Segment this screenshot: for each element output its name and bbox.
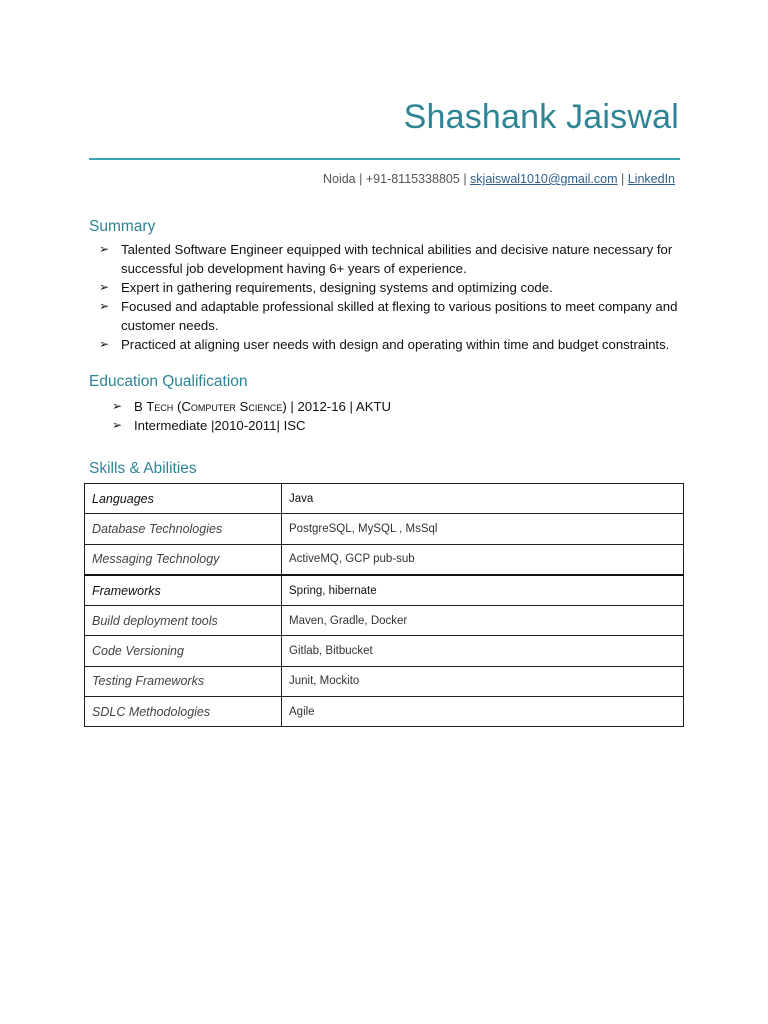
phone-number: +91-8115338805	[365, 172, 460, 186]
list-item	[99, 297, 721, 335]
skill-category: Build deployment tools	[85, 606, 282, 636]
skill-values: Maven, Gradle, Docker	[282, 606, 684, 636]
table-row	[85, 697, 684, 727]
arrowhead-bullet-icon: ➢	[99, 337, 110, 351]
location: Noida	[322, 172, 356, 186]
skill-category: Database Technologies	[85, 514, 282, 544]
skill-values: Junit, Mockito	[282, 666, 684, 696]
skill-category: Testing Frameworks	[85, 666, 282, 696]
skill-category: SDLC Methodologies	[85, 697, 282, 727]
table-row	[85, 575, 684, 606]
skill-values: ActiveMQ, GCP pub-sub	[282, 544, 684, 575]
email-link[interactable]: skjaiswal1010@gmail.com	[470, 172, 618, 186]
skill-values: Java	[282, 484, 684, 514]
header-divider	[89, 158, 680, 160]
contact-line	[323, 172, 675, 186]
candidate-name: Shashank Jaiswal	[403, 98, 679, 136]
list-item	[99, 335, 721, 354]
summary-item-text: Practiced at aligning user needs with design and operating within time and budget constraints.	[121, 337, 670, 352]
skill-category: Messaging Technology	[85, 544, 282, 575]
table-row	[85, 666, 684, 696]
skill-values: Spring, hibernate	[282, 575, 684, 606]
summary-item-text: Focused and adaptable professional skilled at flexing to various positions to meet company and customer needs.	[121, 299, 678, 333]
education-details: |2010-2011| ISC	[207, 418, 306, 433]
education-list	[112, 397, 634, 435]
summary-item-text: Expert in gathering requirements, designing systems and optimizing code.	[121, 280, 553, 295]
skill-category: Code Versioning	[85, 636, 282, 666]
education-details: | 2012-16 | AKTU	[286, 399, 392, 414]
skill-values: Gitlab, Bitbucket	[282, 636, 684, 666]
arrowhead-bullet-icon: ➢	[99, 299, 110, 313]
list-item	[99, 278, 721, 297]
skill-values: PostgreSQL, MySQL , MsSql	[282, 514, 684, 544]
list-item	[112, 416, 634, 435]
separator: |	[621, 172, 625, 186]
list-item	[99, 240, 721, 278]
skill-category: Frameworks	[85, 575, 282, 606]
skill-category: Languages	[85, 484, 282, 514]
arrowhead-bullet-icon: ➢	[99, 280, 110, 294]
summary-item-text: Talented Software Engineer equipped with technical abilities and decisive nature necessary for successful job development having 6+ years of experience.	[121, 242, 673, 276]
separator: |	[359, 172, 363, 186]
summary-list	[99, 240, 721, 354]
table-row	[85, 636, 684, 666]
skill-values: Agile	[282, 697, 684, 727]
education-heading: Education Qualification	[89, 373, 248, 390]
table-row	[85, 514, 684, 544]
separator: |	[463, 172, 467, 186]
arrowhead-bullet-icon: ➢	[99, 242, 110, 256]
list-item	[112, 397, 634, 416]
table-row	[85, 484, 684, 514]
education-degree: B Tech (Computer Science)	[134, 399, 287, 414]
summary-heading: Summary	[89, 218, 156, 235]
table-row	[85, 544, 684, 575]
linkedin-link[interactable]: LinkedIn	[627, 172, 675, 186]
table-row	[85, 606, 684, 636]
education-degree: Intermediate	[134, 418, 208, 433]
arrowhead-bullet-icon: ➢	[112, 418, 123, 432]
skills-heading: Skills & Abilities	[89, 460, 197, 477]
skills-table	[84, 483, 684, 727]
arrowhead-bullet-icon: ➢	[112, 399, 123, 413]
